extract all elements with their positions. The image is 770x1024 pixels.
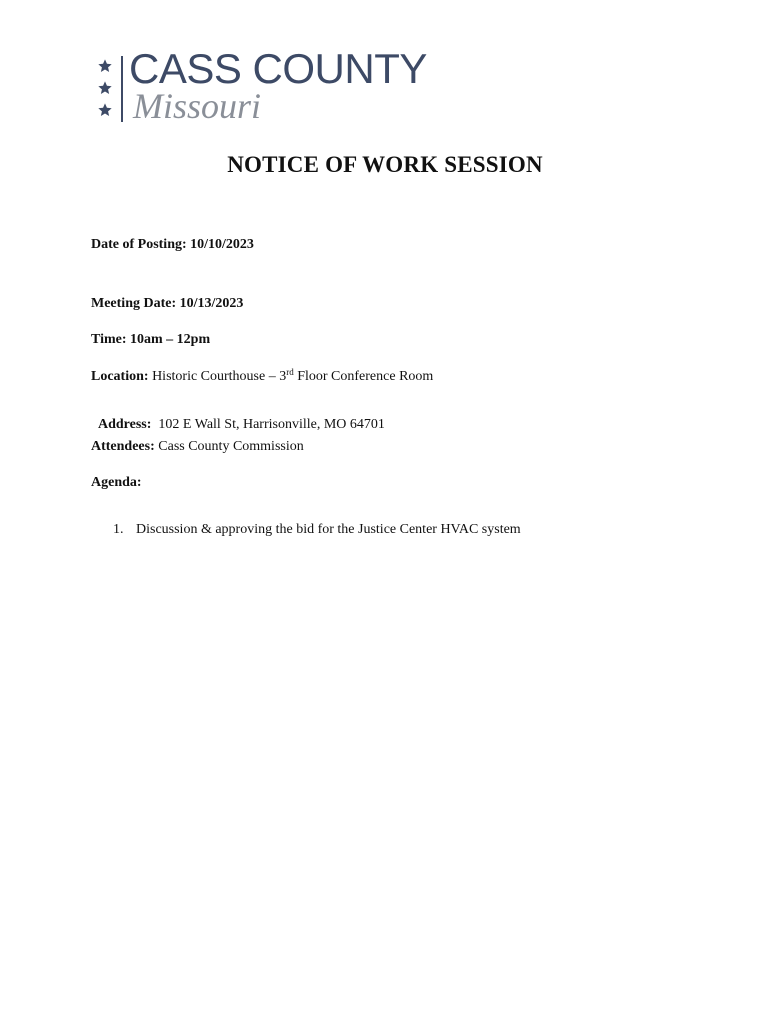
logo-stars [97, 58, 115, 124]
address-value: 102 E Wall St, Harrisonville, MO 64701 [151, 417, 385, 432]
agenda-list [113, 523, 521, 537]
meeting-attendees [91, 440, 304, 454]
location-value-ordinal: rd [286, 367, 294, 377]
location-value-pre: Historic Courthouse – 3 [148, 369, 287, 384]
attendees-value: Cass County Commission [154, 439, 304, 454]
agenda-item-text: Discussion & approving the bid for the Justice Center HVAC system [136, 522, 521, 537]
logo-title: CASS COUNTY [129, 45, 427, 92]
star-icon [97, 102, 113, 118]
meeting-time: Time: 10am – 12pm [91, 332, 211, 347]
logo-subtitle: Missouri [133, 86, 262, 126]
notice-title: NOTICE OF WORK SESSION [227, 152, 543, 177]
address-label: Address: [98, 417, 152, 432]
star-icon [97, 58, 113, 74]
cass-county-logo [97, 45, 437, 126]
meeting-address [91, 404, 385, 432]
meeting-date: Meeting Date: 10/13/2023 [91, 296, 244, 311]
attendees-label: Attendees: [91, 439, 155, 454]
meeting-location [91, 368, 433, 384]
star-icon [97, 80, 113, 96]
agenda-heading: Agenda: [91, 475, 142, 490]
logo-divider [121, 56, 123, 122]
location-value-post: Floor Conference Room [293, 369, 434, 384]
agenda-item [113, 523, 521, 537]
date-of-posting: Date of Posting: 10/10/2023 [91, 237, 254, 252]
agenda-item-number: 1. [113, 522, 124, 537]
location-label: Location: [91, 369, 149, 384]
